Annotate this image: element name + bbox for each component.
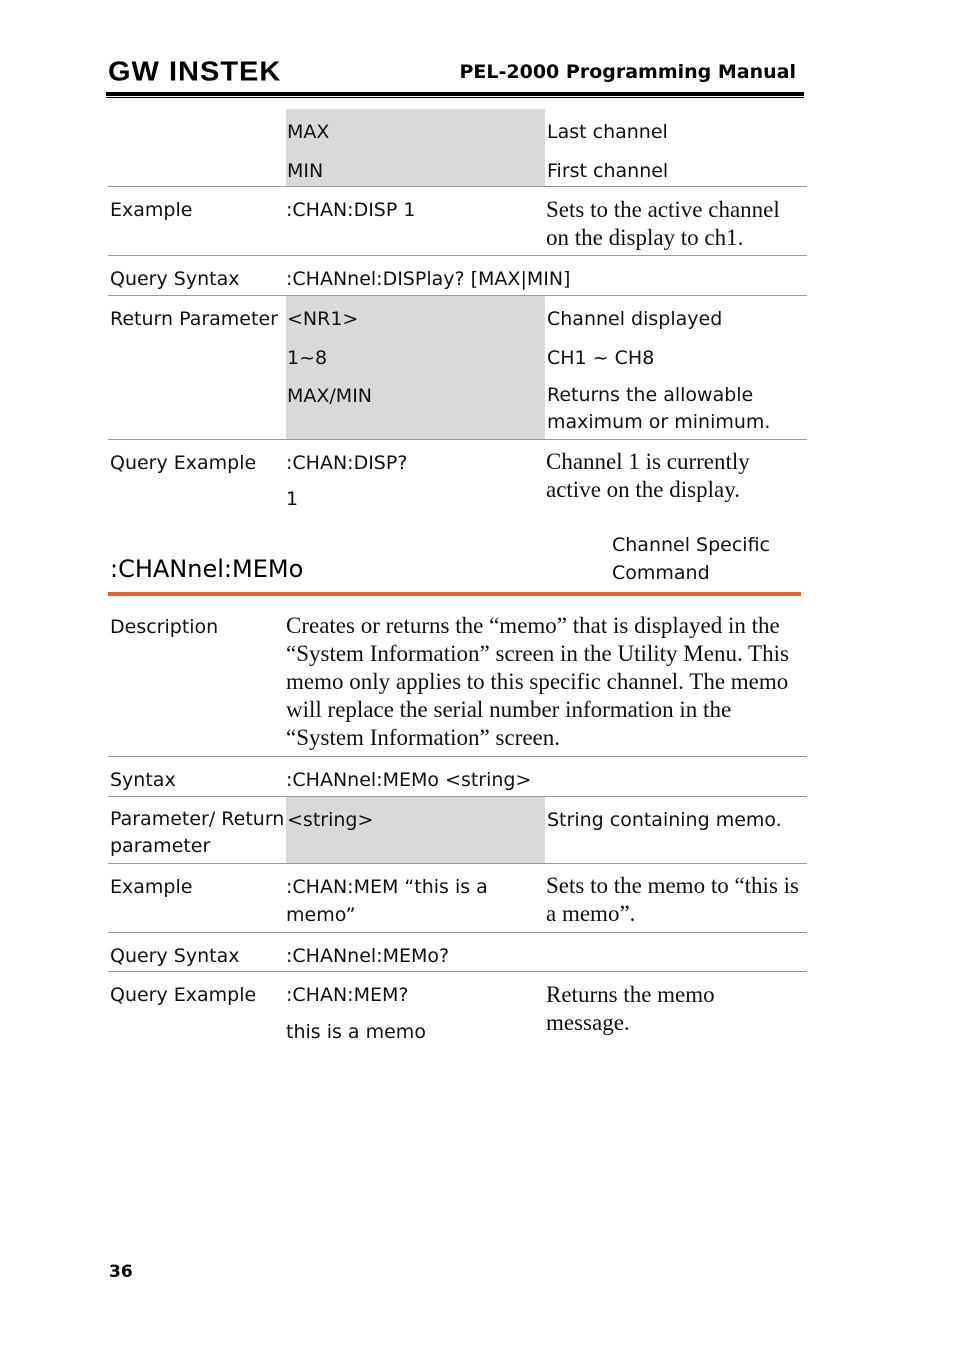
- section-title: :CHANnel:MEMo: [110, 555, 304, 583]
- return-param-nr1: <NR1>: [287, 308, 359, 330]
- parameter-string: <string>: [287, 809, 374, 831]
- return-param-maxmin-desc: Returns the allowable maximum or minimum.: [547, 384, 771, 433]
- query-example-label: Query Example: [110, 984, 257, 1006]
- param-max: MAX: [287, 121, 330, 143]
- row-divider: [108, 863, 807, 864]
- return-parameter-label: Return Parameter: [110, 308, 278, 330]
- command-type: Channel Specific Command: [612, 534, 770, 584]
- param-min-desc: First channel: [547, 160, 669, 182]
- example-command: :CHAN:DISP 1: [286, 199, 416, 221]
- return-param-range: 1~8: [287, 347, 328, 369]
- return-param-nr1-desc: Channel displayed: [547, 308, 723, 330]
- row-divider: [108, 439, 807, 440]
- description-label: Description: [110, 616, 219, 638]
- query-example-response: this is a memo: [286, 1021, 426, 1043]
- query-syntax-value: :CHANnel:MEMo?: [286, 945, 450, 967]
- return-param-maxmin: MAX/MIN: [287, 385, 373, 407]
- row-divider: [108, 971, 807, 972]
- query-syntax-label: Query Syntax: [110, 945, 240, 967]
- syntax-label: Syntax: [110, 769, 176, 791]
- param-max-desc: Last channel: [547, 121, 668, 143]
- header-rule: [106, 92, 804, 96]
- example-description: Sets to the memo to “this is a memo”.: [546, 873, 799, 926]
- example-description: Sets to the active channel on the display to ch1.: [546, 197, 780, 250]
- section-rule: [108, 592, 801, 596]
- query-example-description: Returns the memo message.: [546, 982, 715, 1035]
- query-example-command: :CHAN:DISP?: [286, 452, 408, 474]
- page-number: 36: [109, 1262, 133, 1282]
- row-divider: [108, 756, 807, 757]
- syntax-value: :CHANnel:MEMo <string>: [286, 769, 532, 791]
- row-divider: [108, 932, 807, 933]
- query-syntax-value: :CHANnel:DISPlay? [MAX|MIN]: [286, 268, 571, 290]
- row-divider: [108, 186, 807, 187]
- return-param-range-desc: CH1 ~ CH8: [547, 347, 655, 369]
- header-rule-thin: [106, 97, 804, 98]
- example-label: Example: [110, 199, 193, 221]
- manual-title: PEL-2000 Programming Manual: [459, 61, 796, 83]
- query-example-command: :CHAN:MEM?: [286, 984, 409, 1006]
- row-divider: [108, 255, 807, 256]
- query-example-response: 1: [286, 488, 299, 510]
- parameter-label: Parameter/ Return parameter: [110, 808, 285, 857]
- brand-logo: GW INSTEK: [108, 56, 282, 88]
- param-min: MIN: [287, 160, 324, 182]
- query-example-description: Channel 1 is currently active on the display.: [546, 449, 750, 502]
- query-syntax-label: Query Syntax: [110, 268, 240, 290]
- query-example-label: Query Example: [110, 452, 257, 474]
- parameter-description: String containing memo.: [547, 809, 782, 831]
- example-command: :CHAN:MEM “this is a memo”: [286, 876, 488, 926]
- example-label: Example: [110, 876, 193, 898]
- description-text: Creates or returns the “memo” that is displayed in the “System Information” screen in the Utility Menu. This memo only applies to this specific channel. The memo will replace the serial number information in the “System Information” screen.: [286, 613, 789, 750]
